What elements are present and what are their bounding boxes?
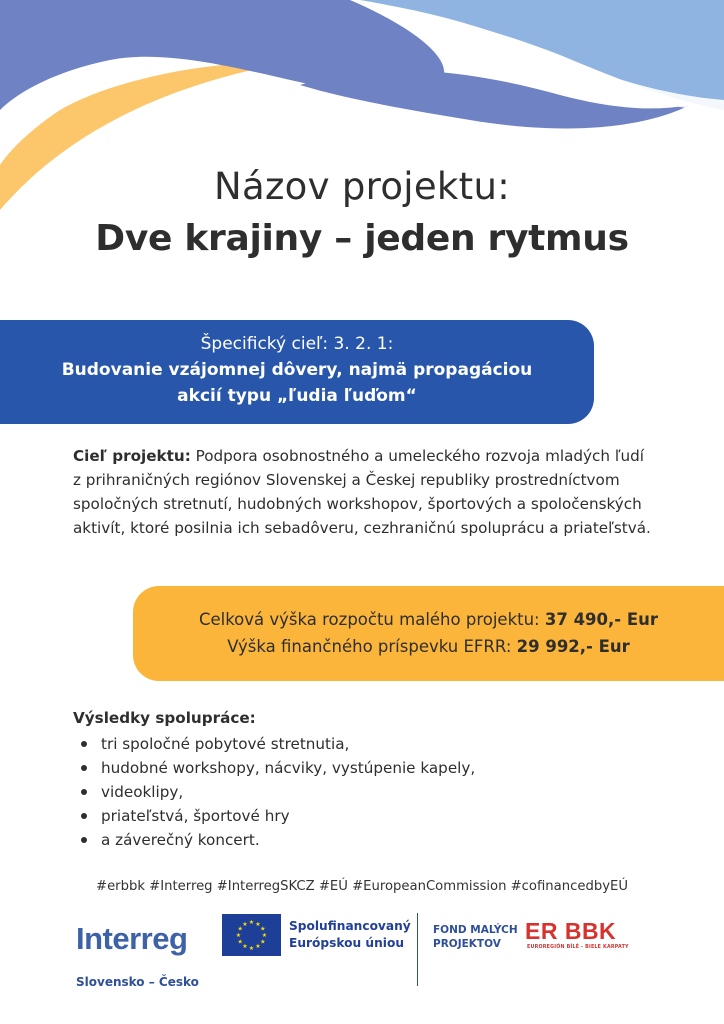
eu-text-line2: Európskou úniou [289, 936, 405, 950]
project-aim-label: Cieľ projektu: [73, 447, 191, 465]
list-item: a záverečný koncert. [73, 828, 633, 852]
svg-text:★: ★ [248, 945, 255, 952]
bullet-icon [81, 789, 87, 795]
fmp-line2: PROJEKTOV [433, 938, 501, 950]
erbbk-subtitle: EUROREGIÓN BÍLÉ - BIELE KARPATY [527, 945, 629, 950]
svg-text:★: ★ [255, 943, 261, 951]
svg-text:★: ★ [261, 932, 268, 939]
list-item: hudobné workshopy, nácviky, vystúpenie kapely, [73, 756, 633, 780]
hashtags: #erbbk #Interreg #InterregSKCZ #EÚ #EuropeanCommission #cofinancedbyEÚ [96, 879, 628, 894]
bullet-icon [81, 741, 87, 747]
fond-malych-projektov-logo [433, 923, 518, 951]
results-title: Výsledky spolupráce: [73, 709, 256, 727]
results-list [73, 732, 633, 852]
eu-text-line1: Spolufinancovaný [289, 919, 411, 933]
svg-text:★: ★ [260, 938, 266, 946]
svg-text:★: ★ [260, 925, 266, 933]
interreg-logo: Interreg [76, 921, 188, 956]
bullet-icon [81, 813, 87, 819]
svg-text:★: ★ [237, 925, 243, 933]
title-block [0, 165, 724, 259]
budget-contribution-label: Výška finančného príspevku EFRR: [227, 637, 517, 656]
footer-divider [417, 913, 418, 986]
fmp-line1: FOND MALÝCH [433, 924, 518, 936]
project-aim-text: Podpora osobnostného a umeleckého rozvoja mladých ľudí z prihraničných regiónov Slovenskej a Českej republiky prostredníctvom spoločných stretnutí, hudobných workshopov, športových a spoločenských aktivít, ktoré posilnia ich sebadôveru, cezhraničnú spoluprácu a priateľstvá. [73, 447, 651, 537]
svg-text:★: ★ [248, 919, 255, 926]
bullet-icon [81, 837, 87, 843]
budget-total-label: Celková výška rozpočtu malého projektu: [198, 610, 545, 629]
budget-contribution-value: 29 992,- Eur [516, 637, 630, 656]
budget-contribution-row [133, 633, 724, 660]
svg-text:★: ★ [255, 920, 261, 928]
list-item: videoklipy, [73, 780, 633, 804]
eu-cofinanced-text [289, 918, 411, 952]
specific-goal-text-line2: akcií typu „ľudia ľuďom“ [177, 386, 417, 406]
list-item: tri spoločné pobytové stretnutia, [73, 732, 633, 756]
svg-text:★: ★ [237, 938, 243, 946]
interreg-subtitle: Slovensko – Česko [76, 975, 199, 989]
page-title: Dve krajiny – jeden rytmus [95, 218, 629, 259]
budget-total-row [133, 606, 724, 633]
erbbk-logo: ER BBK [525, 918, 617, 944]
budget-total-value: 37 490,- Eur [544, 610, 659, 629]
results-section [73, 706, 633, 852]
svg-text:★: ★ [242, 920, 248, 928]
project-aim [73, 444, 653, 540]
list-item: priateľstvá, športové hry [73, 804, 633, 828]
svg-text:★: ★ [235, 932, 242, 939]
eu-flag-icon [222, 914, 281, 956]
specific-goal-label: Špecifický cieľ: 3. 2. 1: [200, 334, 394, 354]
page-title-label: Názov projektu: [214, 165, 510, 208]
specific-goal-box [0, 320, 594, 424]
svg-text:★: ★ [242, 943, 248, 951]
budget-box [133, 586, 724, 681]
bullet-icon [81, 765, 87, 771]
specific-goal-text-line1: Budovanie vzájomnej dôvery, najmä propagáciou [61, 360, 533, 380]
